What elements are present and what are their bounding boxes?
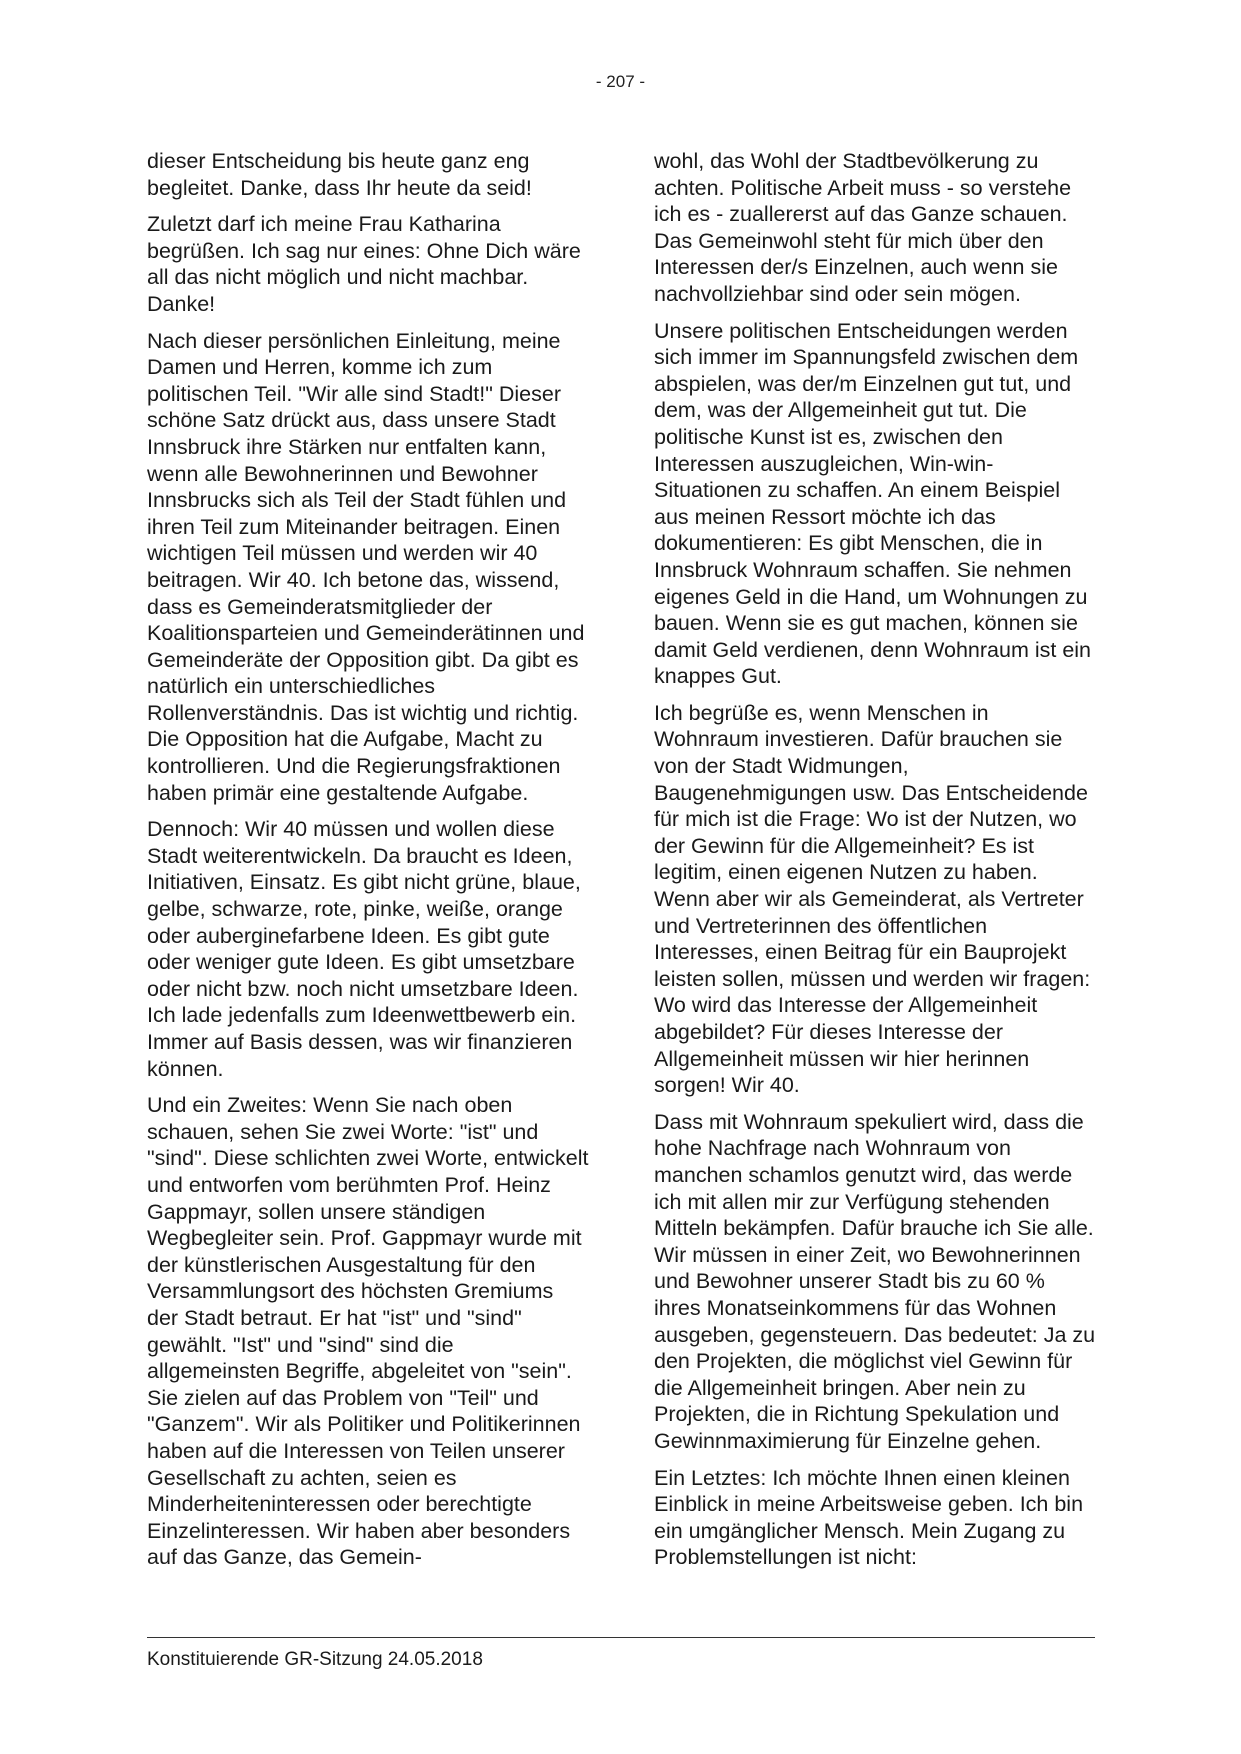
paragraph: Zuletzt darf ich meine Frau Katharina begrüßen. Ich sag nur eines: Ohne Dich wäre all das nicht möglich und nicht machbar. Danke! — [147, 212, 581, 316]
paragraph: Ich begrüße es, wenn Menschen in Wohnraum investieren. Dafür brauchen sie von der Stadt Widmungen, Baugenehmigungen usw. Das Entscheidende für mich ist die Frage: Wo ist der Nutzen, wo der Gewinn für die Allgemeinheit? Es ist legitim, einen eigenen Nutzen zu haben. Wenn aber wir als Gemeinderat, als Vertreter und Vertreterinnen des öffentlichen Interesses, einen Beitrag für ein Bauprojekt leisten sollen, müssen und werden wir fragen: Wo wird das Interesse der Allgemeinheit abgebildet? Für dieses Interesse der Allgemeinheit müssen wir hier herinnen sorgen! Wir 40. — [654, 700, 1091, 1098]
paragraph: Nach dieser persönlichen Einleitung, meine Damen und Herren, komme ich zum politischen Teil. "Wir alle sind Stadt!" Dieser schöne Satz drückt aus, dass unsere Stadt Innsbruck ihre Stärken nur entfalten kann, wenn alle Bewohnerinnen und Bewohner Innsbrucks sich als Teil der Stadt fühlen und ihren Teil zum Miteinander beitragen. Einen wichtigen Teil müssen und werden wir 40 beitragen. Wir 40. Ich betone das, wissend, dass es Gemeinderatsmitglieder der Koalitionsparteien und Gemeinderätinnen und Gemeinderäte der Opposition gibt. Da gibt es natürlich ein unterschiedliches Rollenverständnis. Das ist wichtig und richtig. Die Opposition hat die Aufgabe, Macht zu kontrollieren. Und die Regierungsfraktionen haben primär eine gestaltende Aufgabe. — [147, 328, 585, 805]
paragraph: Ein Letztes: Ich möchte Ihnen einen kleinen Einblick in meine Arbeitsweise geben. Ich bin ein umgänglicher Mensch. Mein Zugang zu Problemstellungen ist nicht: — [654, 1465, 1084, 1570]
paragraph: Dennoch: Wir 40 müssen und wollen diese Stadt weiterentwickeln. Da braucht es Ideen, Initiativen, Einsatz. Es gibt nicht grüne, blaue, gelbe, schwarze, rote, pinke, weiße, orange oder auberginefarbene Ideen. Es gibt gute oder weniger gute Ideen. Es gibt umsetzbare oder nicht bzw. noch nicht umsetzbare Ideen. Ich lade jedenfalls zum Ideenwettbewerb ein. Immer auf Basis dessen, was wir finanzieren können. — [147, 817, 581, 1081]
right-column — [654, 148, 1096, 1581]
left-column — [147, 148, 589, 1581]
paragraph: dieser Entscheidung bis heute ganz eng begleitet. Danke, dass Ihr heute da seid! — [147, 149, 532, 200]
page-number: - 207 - — [595, 72, 646, 91]
paragraph: Dass mit Wohnraum spekuliert wird, dass die hohe Nachfrage nach Wohnraum von manchen schamlos genutzt wird, das werde ich mit allen mir zur Verfügung stehenden Mitteln bekämpfen. Dafür brauche ich Sie alle. Wir müssen in einer Zeit, wo Bewohnerinnen und Bewohner unserer Stadt bis zu 60 % ihres Monatseinkommens für das Wohnen ausgeben, gegensteuern. Das bedeutet: Ja zu den Projekten, die möglichst viel Gewinn für die Allgemeinheit bringen. Aber nein zu Projekten, die in Richtung Spekulation und Gewinnmaximierung für Einzelne gehen. — [654, 1109, 1096, 1453]
paragraph: Unsere politischen Entscheidungen werden sich immer im Spannungsfeld zwischen dem abspielen, was der/m Einzelnen gut tut, und dem, was der Allgemeinheit gut tut. Die politische Kunst ist es, zwischen den Interessen auszugleichen, Win-win-Situationen zu schaffen. An einem Beispiel aus meinen Ressort möchte ich das dokumentieren: Es gibt Menschen, die in Innsbruck Wohnraum schaffen. Sie nehmen eigenes Geld in die Hand, um Wohnungen zu bauen. Wenn sie es gut machen, können sie damit Geld verdienen, denn Wohnraum ist ein knappes Gut. — [654, 318, 1092, 689]
paragraph: Und ein Zweites: Wenn Sie nach oben schauen, sehen Sie zwei Worte: "ist" und "sind". Diese schlichten zwei Worte, entwickelt und entworfen vom berühmten Prof. Heinz Gappmayr, sollen unsere ständigen Wegbegleiter sein. Prof. Gappmayr wurde mit der künstlerischen Ausgestaltung für den Versammlungsort des höchsten Gremiums der Stadt betraut. Er hat "ist" und "sind" gewählt. "Ist" und "sind" sind die allgemeinsten Begriffe, abgeleitet von "sein". Sie zielen auf das Problem von "Teil" und "Ganzem". Wir als Politiker und Politikerinnen haben auf die Interessen von Teilen unserer Gesellschaft zu achten, seien es Minderheiteninteressen oder berechtigte Einzelinteressen. Wir haben aber besonders auf das Ganze, das Gemein- — [147, 1093, 589, 1570]
footer-text: Konstituierende GR-Sitzung 24.05.2018 — [147, 1649, 483, 1670]
footer-divider — [147, 1637, 1095, 1638]
paragraph: wohl, das Wohl der Stadtbevölkerung zu achten. Politische Arbeit muss - so verstehe ich es - zuallererst auf das Ganze schauen. Das Gemeinwohl steht für mich über den Interessen der/s Einzelnen, auch wenn sie nachvollziehbar sind oder sein mögen. — [654, 149, 1072, 306]
